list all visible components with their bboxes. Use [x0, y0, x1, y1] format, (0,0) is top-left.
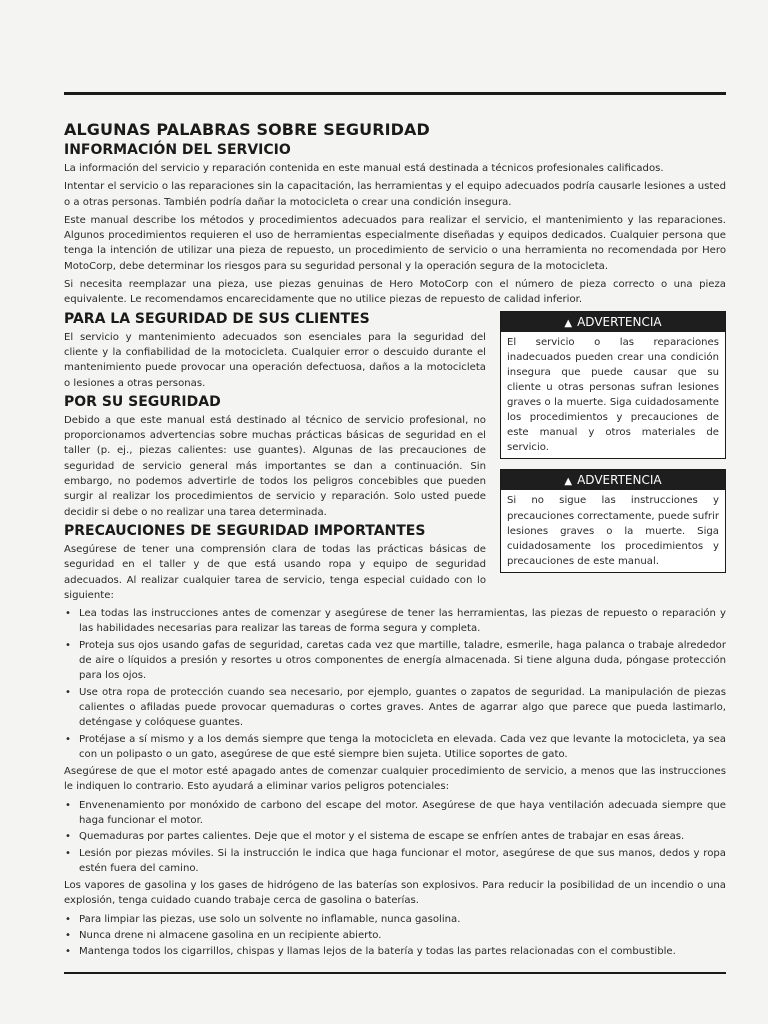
bullet-icon: • — [65, 639, 71, 651]
list-item: • Quemaduras por partes calientes. Deje que el motor y el sistema de escape se enfríen antes de trabajar en esas áreas. — [64, 829, 726, 844]
precautions-list — [64, 606, 726, 762]
paragraph: Si necesita reemplazar una pieza, use piezas genuinas de Hero MotoCorp con el número de pieza correcto o una pieza equivalente. Le recomendamos encarecidamente que no utilice piezas de repuesto de calidad inferior. — [64, 279, 726, 306]
bullet-icon: • — [65, 799, 71, 811]
paragraph: La información del servicio y reparación contenida en este manual está destinada a técnicos profesionales calificados. — [64, 163, 664, 174]
paragraph: Este manual describe los métodos y procedimientos adecuados para realizar el servicio, el mantenimiento y las reparaciones. Algunos procedimientos requieren el uso de herramientas especialmente diseñadas y equipos dedicados. Cualquier persona que tenga la intención de utilizar una pieza de repuesto, un procedimiento de servicio o una herramienta no recomendada por Hero MotoCorp, debe determinar los riesgos para su seguridad personal y la operación segura de la motocicleta. — [64, 214, 726, 272]
paragraph: Asegúrese de que el motor esté apagado antes de comenzar cualquier procedimiento de servicio, a menos que las instrucciones le indiquen lo contrario. Esto ayudará a eliminar varios peligros potenciales: — [64, 766, 726, 793]
warning-triangle-icon: ▲ — [564, 317, 573, 329]
bottom-rule — [64, 972, 726, 974]
warning-text: Si no sigue las instrucciones y precauciones correctamente, puede sufrir lesiones graves o la muerte. Siga cuidadosamente los procedimientos y precauciones de este manual. — [507, 495, 719, 567]
page-content — [64, 120, 726, 962]
paragraph: Intentar el servicio o las reparaciones sin la capacitación, las herramientas y el equipo adecuados podría causarle lesiones a usted o a otras personas. También podría dañar la motocicleta o crear una condición insegura. — [64, 181, 726, 208]
paragraph: Los vapores de gasolina y los gases de hidrógeno de las baterías son explosivos. Para reducir la posibilidad de un incendio o una explosión, tenga cuidado cuando trabaje cerca de gasolina o baterías. — [64, 880, 726, 907]
precautions-heading: PRECAUCIONES DE SEGURIDAD IMPORTANTES — [64, 522, 426, 539]
two-column-section — [64, 311, 726, 603]
list-item: • Protéjase a sí mismo y a los demás siempre que tenga la motocicleta en elevada. Cada vez que levante la motocicleta, ya sea con un polipasto o un gato, asegúrese de que esté siempre bien sujeta. Utilice soportes de gato. — [65, 733, 726, 760]
bullet-icon: • — [65, 946, 71, 958]
your-safety-heading: POR SU SEGURIDAD — [64, 393, 221, 410]
list-item: • Proteja sus ojos usando gafas de seguridad, caretas cada vez que martille, taladre, esmerile, haga palanca o trabaje alrededor de aire o líquidos a presión y resortes u otros componentes de energía almacenada. Si tiene alguna duda, póngase protección para los ojos. — [65, 639, 726, 682]
list-item: • Mantenga todos los cigarrillos, chispas y llamas lejos de la batería y todas las partes relacionadas con el combustible. — [64, 944, 726, 959]
bullet-icon: • — [65, 733, 71, 745]
warning-box — [500, 311, 726, 460]
customers-heading: PARA LA SEGURIDAD DE SUS CLIENTES — [64, 310, 370, 327]
list-item: • Nunca drene ni almacene gasolina en un recipiente abierto. — [64, 928, 726, 943]
paragraph: El servicio y mantenimiento adecuados son esenciales para la seguridad del cliente y la confiabilidad de la motocicleta. Cualquier error o descuido durante el mantenimiento puede provocar una operación defectuosa, daños a la motocicleta o lesiones a otras personas. — [64, 331, 486, 389]
bullet-icon: • — [65, 930, 71, 942]
paragraph: Debido a que este manual está destinado al técnico de servicio profesional, no proporcionamos advertencias sobre muchas prácticas básicas de seguridad en el taller (p. ej., piezas calientes: use guantes). Algunas de las precauciones de seguridad de servicio general más importantes se dan a continuación. Sin embargo, no podemos advertirle de todos los peligros concebibles que pueden surgir al realizar los procedimientos de servicio y reparación. Solo usted puede decidir si debe o no realizar una tarea determinada. — [64, 414, 486, 518]
list-item: • Lesión por piezas móviles. Si la instrucción le indica que haga funcionar el motor, asegúrese de que sus manos, dedos y ropa estén fuera del camino. — [65, 847, 726, 874]
warning-header — [501, 312, 725, 332]
list-item: • Lea todas las instrucciones antes de comenzar y asegúrese de tener las herramientas, las piezas de repuesto o reparación y las habilidades necesarias para realizar las tareas de forma segura y completa. — [65, 608, 726, 635]
warning-label: ADVERTENCIA — [577, 314, 662, 329]
bullet-icon: • — [65, 608, 71, 620]
fuel-safety-list — [64, 912, 726, 960]
list-item: • Envenenamiento por monóxido de carbono del escape del motor. Asegúrese de que haya ventilación adecuada siempre que haga funcionar el motor. — [65, 799, 726, 826]
warning-box — [500, 469, 726, 572]
top-rule — [64, 92, 726, 95]
service-info-heading: INFORMACIÓN DEL SERVICIO — [64, 142, 291, 158]
paragraph: Asegúrese de tener una comprensión clara de todas las prácticas básicas de seguridad en el taller y de que está usando ropa y equipo de seguridad adecuados. Al realizar cualquier tarea de servicio, tenga especial cuidado con lo siguiente: — [64, 543, 486, 601]
warning-text: El servicio o las reparaciones inadecuados pueden crear una condición insegura que puede causar que su cliente u otras personas sufran lesiones graves o la muerte. Siga cuidadosamente los procedimientos y precauciones de este manual y otros materiales de servicio. — [507, 336, 719, 454]
warning-header — [501, 470, 725, 490]
list-item: • Use otra ropa de protección cuando sea necesario, por ejemplo, guantes o zapatos de seguridad. La manipulación de piezas calientes o afiladas puede provocar quemaduras o cortes graves. Antes de agarrar algo que parece que pueda lastimarlo, deténgase y colóquese guantes. — [65, 686, 726, 729]
warning-triangle-icon: ▲ — [564, 476, 573, 488]
bullet-icon: • — [65, 831, 71, 843]
right-column — [500, 311, 726, 583]
left-column — [64, 311, 486, 603]
engine-hazards-list — [64, 798, 726, 876]
bullet-icon: • — [65, 847, 71, 859]
page-title: ALGUNAS PALABRAS SOBRE SEGURIDAD — [64, 120, 430, 139]
bullet-icon: • — [65, 913, 71, 925]
list-item: • Para limpiar las piezas, use solo un solvente no inflamable, nunca gasolina. — [64, 912, 726, 927]
warning-label: ADVERTENCIA — [577, 473, 662, 488]
bullet-icon: • — [65, 686, 71, 698]
